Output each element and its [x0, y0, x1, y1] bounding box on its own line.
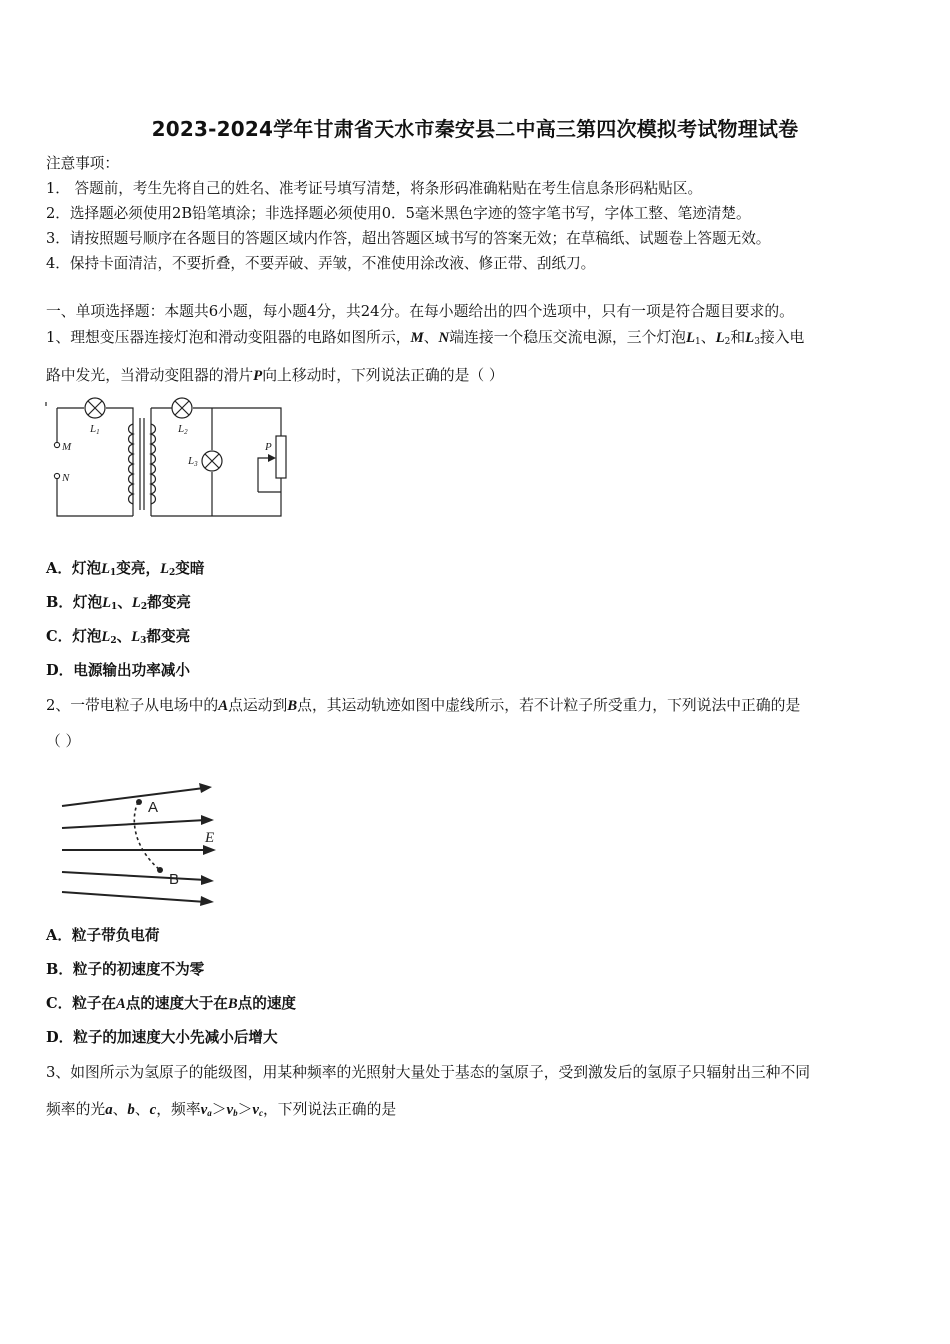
q1-option-d[interactable]: D．电源输出功率减小: [46, 662, 191, 679]
notice-item-1: 1． 答题前，考生先将自己的姓名、准考证号填写清楚，将条形码准确粘贴在考生信息条形码粘贴区。: [46, 180, 703, 197]
fig2-label-A: A: [148, 799, 159, 816]
q2-stem-line1: 2、一带电粒子从电场中的A点运动到B点，其运动轨迹如图中虚线所示，若不计粒子所受重力，下列说法中正确的是: [46, 697, 801, 714]
notice-item-2: 2．选择题必须使用2B铅笔填涂；非选择题必须使用0．5毫米黑色字迹的签字笔书写，字体工整、笔迹清楚。: [46, 205, 751, 222]
q2-stem-line2: （ ）: [46, 733, 81, 750]
page-title: 2023-2024学年甘肃省天水市秦安县二中高三第四次模拟考试物理试卷: [151, 117, 799, 141]
q1-option-a[interactable]: A．灯泡$L_1$变亮，$L_2$变暗: [46, 560, 205, 578]
q1-circuit-diagram: [40, 396, 300, 524]
q3-stem-line1: 3、如图所示为氢原子的能级图，用某种频率的光照射大量处于基态的氢原子，受到激发后的氢原子只辐射出三种不同: [46, 1064, 811, 1081]
q3-stem-line2: 频率的光a、b、c，频率$v_a>v_b>v_c$，下列说法正确的是: [46, 1101, 397, 1118]
notice-item-4: 4．保持卡面清洁，不要折叠，不要弄破、弄皱，不准使用涂改液、修正带、刮纸刀。: [46, 255, 596, 272]
notice-item-3: 3．请按照题号顺序在各题目的答题区域内作答，超出答题区域书写的答案无效；在草稿纸、试题卷上答题无效。: [46, 230, 771, 247]
fig1-label-P: P: [265, 441, 272, 453]
q1-option-c[interactable]: C．灯泡$L_2$、$L_3$都变亮: [46, 628, 191, 646]
fig1-label-M: M: [62, 441, 72, 453]
fig1-label-L2: L2: [178, 423, 188, 436]
fig2-label-B: B: [169, 871, 180, 888]
section-heading: 一、单项选择题：本题共6小题，每小题4分，共24分。在每小题给出的四个选项中，只有一项是符合题目要求的。: [46, 303, 794, 320]
q1-option-b[interactable]: B．灯泡$L_1$、$L_2$都变亮: [46, 594, 191, 612]
q2-option-c[interactable]: C．粒子在A点的速度大于在B点的速度: [46, 995, 297, 1012]
q2-option-a[interactable]: A．粒子带负电荷: [46, 927, 160, 944]
fig1-label-N: N: [62, 472, 70, 484]
q2-option-d[interactable]: D．粒子的加速度大小先减小后增大: [46, 1029, 278, 1046]
q2-field-diagram: [56, 780, 226, 906]
q1-stem-line1: 1、理想变压器连接灯泡和滑动变阻器的电路如图所示，M、N端连接一个稳压交流电源，三个灯泡$L_1$、$L_2$和$L_3$接入电: [46, 329, 805, 347]
notice-heading: 注意事项：: [46, 155, 119, 172]
q1-stem-line2: 路中发光，当滑动变阻器的滑片P向上移动时，下列说法正确的是（ ）: [46, 367, 504, 384]
fig1-label-L1: L1: [90, 423, 100, 436]
q2-option-b[interactable]: B．粒子的初速度不为零: [46, 961, 205, 978]
fig1-label-L3: L3: [188, 455, 198, 468]
fig2-label-E: E: [205, 830, 215, 846]
